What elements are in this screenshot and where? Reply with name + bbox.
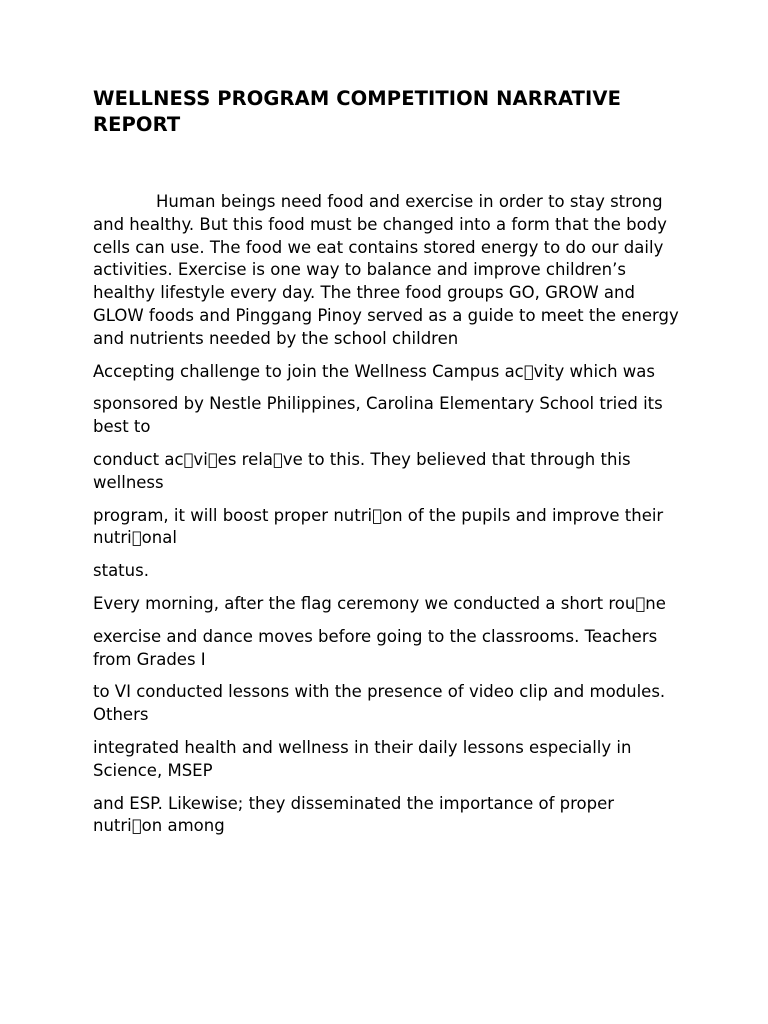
- document-title: WELLNESS PROGRAM COMPETITION NARRATIVE REPORT: [93, 87, 622, 136]
- paragraph-line: to VI conducted lessons with the presence of video clip and modules. Others: [93, 682, 666, 725]
- paragraph-line: integrated health and wellness in their daily lessons especially in Science, MSEP: [93, 737, 632, 780]
- paragraph-line: and ESP. Likewise; they disseminated the importance of proper nutri on among: [93, 793, 615, 836]
- paragraph-line: conduct ac vi es rela ve to this. They believed that through this wellness: [93, 449, 631, 492]
- document-page: [93, 86, 683, 848]
- paragraph-line: sponsored by Nestle Philippines, Carolina Elementary School tried its best to: [93, 394, 663, 437]
- paragraph-intro: Human beings need food and exercise in order to stay strong and healthy. But this food must be changed into a form that the body cells can use. The food we eat contains stored energy to do our daily activities. Exercise is one way to balance and improve children’s healthy lifestyle every day. The three food groups GO, GROW and GLOW foods and Pinggang Pinoy served as a guide to meet the energy and nutrients needed by the school children: [93, 192, 679, 348]
- paragraph-line: exercise and dance moves before going to the classrooms. Teachers from Grades I: [93, 626, 658, 669]
- paragraph-line: Every morning, after the flag ceremony we conducted a short rou ne: [93, 593, 666, 613]
- paragraph-line: program, it will boost proper nutri on of the pupils and improve their nutri onal: [93, 505, 664, 548]
- paragraph-line: Accepting challenge to join the Wellness Campus ac vity which was: [93, 361, 655, 381]
- paragraph-line: status.: [93, 561, 149, 581]
